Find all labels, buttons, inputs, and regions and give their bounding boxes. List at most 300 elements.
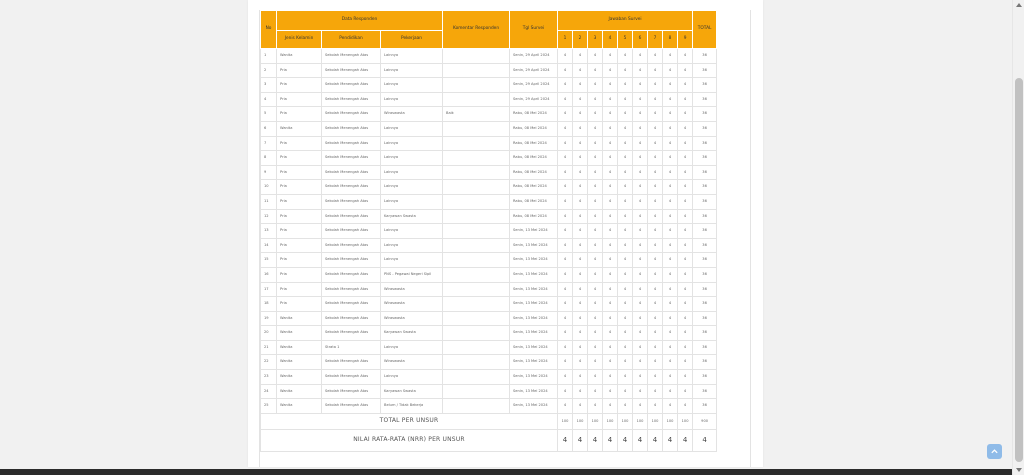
- survey-results-card: [248, 0, 763, 467]
- row-answer: 4: [633, 224, 648, 239]
- row-komentar: [443, 238, 510, 253]
- row-answer: 4: [648, 194, 663, 209]
- nrr-value: 4: [648, 429, 663, 451]
- row-tgl-survei: Senin, 13 Mei 2024: [510, 399, 558, 414]
- header-komentar: Komentar Responden: [443, 11, 510, 49]
- row-answer: 4: [603, 63, 618, 78]
- table-row: [261, 194, 717, 209]
- row-no: 6: [261, 121, 277, 136]
- row-pendidikan: Sekolah Menengah Atas: [322, 267, 381, 282]
- row-answer: 4: [573, 180, 588, 195]
- row-answer: 4: [678, 49, 693, 64]
- row-pendidikan: Sekolah Menengah Atas: [322, 238, 381, 253]
- row-answer: 4: [663, 194, 678, 209]
- row-answer: 4: [663, 253, 678, 268]
- row-answer: 4: [618, 180, 633, 195]
- row-answer: 4: [648, 209, 663, 224]
- table-row: [261, 384, 717, 399]
- scroll-down-arrow-icon[interactable]: [1016, 468, 1022, 472]
- row-answer: 4: [633, 326, 648, 341]
- row-no: 25: [261, 399, 277, 414]
- table-row: [261, 78, 717, 93]
- row-answer: 4: [618, 399, 633, 414]
- row-answer: 4: [633, 78, 648, 93]
- row-answer: 4: [663, 399, 678, 414]
- row-total: 36: [693, 340, 717, 355]
- scrollbar-thumb[interactable]: [1015, 78, 1023, 462]
- row-pekerjaan: Lainnya: [381, 63, 443, 78]
- row-no: 15: [261, 253, 277, 268]
- table-body: [261, 49, 717, 414]
- total-per-unsur-total: 900: [693, 413, 717, 429]
- row-answer: 4: [603, 267, 618, 282]
- row-answer: 4: [678, 253, 693, 268]
- row-pendidikan: Sekolah Menengah Atas: [322, 326, 381, 341]
- row-answer: 4: [663, 355, 678, 370]
- row-jenis-kelamin: Pria: [277, 297, 322, 312]
- row-tgl-survei: Senin, 13 Mei 2024: [510, 224, 558, 239]
- row-pekerjaan: Lainnya: [381, 78, 443, 93]
- row-pendidikan: Sekolah Menengah Atas: [322, 194, 381, 209]
- row-answer: 4: [603, 326, 618, 341]
- row-answer: 4: [648, 355, 663, 370]
- row-answer: 4: [648, 151, 663, 166]
- row-answer: 4: [618, 121, 633, 136]
- row-jenis-kelamin: Pria: [277, 151, 322, 166]
- row-answer: 4: [678, 370, 693, 385]
- row-answer: 4: [663, 136, 678, 151]
- row-answer: 4: [588, 267, 603, 282]
- row-answer: 4: [618, 49, 633, 64]
- row-pekerjaan: Belum / Tidak Bekerja: [381, 399, 443, 414]
- row-jenis-kelamin: Wanita: [277, 121, 322, 136]
- row-jenis-kelamin: Pria: [277, 78, 322, 93]
- nrr-value: 4: [588, 429, 603, 451]
- row-answer: 4: [633, 180, 648, 195]
- table-row: [261, 136, 717, 151]
- row-answer: 4: [573, 282, 588, 297]
- row-answer: 4: [633, 282, 648, 297]
- row-answer: 4: [648, 238, 663, 253]
- row-answer: 4: [663, 297, 678, 312]
- row-answer: 4: [573, 151, 588, 166]
- row-komentar: [443, 399, 510, 414]
- row-no: 22: [261, 355, 277, 370]
- row-answer: 4: [663, 238, 678, 253]
- header-question-2: 2: [573, 31, 588, 49]
- row-answer: 4: [573, 267, 588, 282]
- row-total: 36: [693, 253, 717, 268]
- row-answer: 4: [618, 107, 633, 122]
- row-tgl-survei: Senin, 13 Mei 2024: [510, 297, 558, 312]
- row-answer: 4: [603, 78, 618, 93]
- row-komentar: [443, 340, 510, 355]
- row-answer: 4: [603, 340, 618, 355]
- row-komentar: [443, 63, 510, 78]
- row-answer: 4: [633, 355, 648, 370]
- row-answer: 4: [663, 107, 678, 122]
- row-answer: 4: [678, 180, 693, 195]
- row-answer: 4: [618, 238, 633, 253]
- row-total: 36: [693, 63, 717, 78]
- row-answer: 4: [603, 253, 618, 268]
- header-jenis-kelamin: Jenis Kelamin: [277, 31, 322, 49]
- row-jenis-kelamin: Wanita: [277, 340, 322, 355]
- row-answer: 4: [558, 165, 573, 180]
- table-row: [261, 180, 717, 195]
- row-answer: 4: [678, 165, 693, 180]
- row-no: 18: [261, 297, 277, 312]
- row-answer: 4: [633, 399, 648, 414]
- row-pekerjaan: Wiraswasta: [381, 297, 443, 312]
- row-answer: 4: [603, 370, 618, 385]
- row-answer: 4: [558, 107, 573, 122]
- row-no: 2: [261, 63, 277, 78]
- row-no: 16: [261, 267, 277, 282]
- row-answer: 4: [618, 194, 633, 209]
- row-no: 13: [261, 224, 277, 239]
- table-row: [261, 282, 717, 297]
- row-answer: 4: [573, 340, 588, 355]
- row-answer: 4: [588, 92, 603, 107]
- row-answer: 4: [663, 49, 678, 64]
- row-answer: 4: [618, 165, 633, 180]
- total-per-unsur-value: 100: [633, 413, 648, 429]
- row-total: 36: [693, 238, 717, 253]
- row-answer: 4: [648, 326, 663, 341]
- row-answer: 4: [573, 92, 588, 107]
- row-tgl-survei: Senin, 13 Mei 2024: [510, 253, 558, 268]
- row-answer: 4: [648, 267, 663, 282]
- row-total: 36: [693, 92, 717, 107]
- row-jenis-kelamin: Pria: [277, 194, 322, 209]
- row-answer: 4: [678, 92, 693, 107]
- row-answer: 4: [648, 253, 663, 268]
- page-scrollbar[interactable]: [1012, 0, 1024, 475]
- row-answer: 4: [603, 209, 618, 224]
- row-answer: 4: [603, 282, 618, 297]
- row-answer: 4: [573, 326, 588, 341]
- row-answer: 4: [618, 92, 633, 107]
- row-answer: 4: [678, 311, 693, 326]
- row-answer: 4: [588, 151, 603, 166]
- row-answer: 4: [678, 355, 693, 370]
- header-question-9: 9: [678, 31, 693, 49]
- row-total: 36: [693, 78, 717, 93]
- row-answer: 4: [588, 180, 603, 195]
- table-row: [261, 209, 717, 224]
- row-pendidikan: Sekolah Menengah Atas: [322, 78, 381, 93]
- row-answer: 4: [648, 165, 663, 180]
- row-total: 36: [693, 151, 717, 166]
- row-answer: 4: [633, 121, 648, 136]
- table-row: [261, 355, 717, 370]
- row-answer: 4: [588, 340, 603, 355]
- row-pekerjaan: Lainnya: [381, 194, 443, 209]
- row-answer: 4: [558, 49, 573, 64]
- row-answer: 4: [558, 136, 573, 151]
- total-per-unsur-value: 100: [663, 413, 678, 429]
- row-pekerjaan: Karyawan Swasta: [381, 209, 443, 224]
- row-answer: 4: [633, 297, 648, 312]
- row-answer: 4: [663, 92, 678, 107]
- row-komentar: [443, 136, 510, 151]
- row-pendidikan: Sekolah Menengah Atas: [322, 180, 381, 195]
- row-komentar: [443, 209, 510, 224]
- row-answer: 4: [663, 78, 678, 93]
- row-answer: 4: [588, 282, 603, 297]
- nrr-total: 4: [693, 429, 717, 451]
- row-jenis-kelamin: Wanita: [277, 49, 322, 64]
- header-data-responden: Data Responden: [277, 11, 443, 31]
- row-answer: 4: [633, 107, 648, 122]
- row-answer: 4: [588, 355, 603, 370]
- row-total: 36: [693, 311, 717, 326]
- row-total: 36: [693, 384, 717, 399]
- header-jawaban-survei: Jawaban Survei: [558, 11, 693, 31]
- row-answer: 4: [678, 151, 693, 166]
- row-pekerjaan: Lainnya: [381, 165, 443, 180]
- row-answer: 4: [663, 165, 678, 180]
- row-komentar: [443, 151, 510, 166]
- table-row: [261, 151, 717, 166]
- row-no: 9: [261, 165, 277, 180]
- row-jenis-kelamin: Pria: [277, 92, 322, 107]
- row-total: 36: [693, 194, 717, 209]
- row-komentar: [443, 282, 510, 297]
- bottom-bar: [0, 469, 1012, 475]
- row-answer: 4: [618, 267, 633, 282]
- row-pendidikan: Sekolah Menengah Atas: [322, 399, 381, 414]
- row-jenis-kelamin: Pria: [277, 63, 322, 78]
- row-answer: 4: [678, 384, 693, 399]
- table-row: [261, 63, 717, 78]
- row-pekerjaan: Lainnya: [381, 253, 443, 268]
- row-answer: 4: [603, 224, 618, 239]
- row-answer: 4: [573, 49, 588, 64]
- row-answer: 4: [618, 151, 633, 166]
- row-answer: 4: [648, 180, 663, 195]
- scroll-to-top-button[interactable]: [987, 444, 1002, 459]
- row-answer: 4: [588, 253, 603, 268]
- row-answer: 4: [678, 136, 693, 151]
- row-total: 36: [693, 326, 717, 341]
- row-answer: 4: [558, 311, 573, 326]
- row-pekerjaan: Lainnya: [381, 180, 443, 195]
- row-answer: 4: [558, 297, 573, 312]
- row-answer: 4: [588, 238, 603, 253]
- row-tgl-survei: Senin, 29 April 2024: [510, 49, 558, 64]
- row-komentar: [443, 370, 510, 385]
- row-total: 36: [693, 370, 717, 385]
- row-answer: 4: [603, 355, 618, 370]
- row-answer: 4: [663, 63, 678, 78]
- row-answer: 4: [558, 253, 573, 268]
- table-row: [261, 326, 717, 341]
- row-pekerjaan: Lainnya: [381, 136, 443, 151]
- row-answer: 4: [603, 49, 618, 64]
- row-pekerjaan: Lainnya: [381, 151, 443, 166]
- row-answer: 4: [618, 340, 633, 355]
- row-pendidikan: Sekolah Menengah Atas: [322, 209, 381, 224]
- row-answer: 4: [663, 121, 678, 136]
- row-pendidikan: Sekolah Menengah Atas: [322, 49, 381, 64]
- nrr-value: 4: [663, 429, 678, 451]
- total-per-unsur-label: TOTAL PER UNSUR: [261, 413, 558, 429]
- row-answer: 4: [678, 224, 693, 239]
- row-answer: 4: [618, 209, 633, 224]
- row-answer: 4: [633, 151, 648, 166]
- header-pekerjaan: Pekerjaan: [381, 31, 443, 49]
- row-no: 14: [261, 238, 277, 253]
- row-total: 36: [693, 267, 717, 282]
- row-no: 4: [261, 92, 277, 107]
- row-pekerjaan: Wiraswasta: [381, 355, 443, 370]
- row-answer: 4: [633, 165, 648, 180]
- row-pekerjaan: Wiraswasta: [381, 311, 443, 326]
- row-tgl-survei: Senin, 13 Mei 2024: [510, 340, 558, 355]
- row-jenis-kelamin: Pria: [277, 136, 322, 151]
- row-total: 36: [693, 209, 717, 224]
- row-pekerjaan: Wiraswasta: [381, 282, 443, 297]
- row-no: 24: [261, 384, 277, 399]
- row-answer: 4: [678, 297, 693, 312]
- row-no: 1: [261, 49, 277, 64]
- row-answer: 4: [603, 180, 618, 195]
- total-per-unsur-value: 100: [648, 413, 663, 429]
- row-answer: 4: [648, 297, 663, 312]
- row-tgl-survei: Senin, 13 Mei 2024: [510, 355, 558, 370]
- row-total: 36: [693, 355, 717, 370]
- table-foot: [261, 413, 717, 451]
- row-jenis-kelamin: Wanita: [277, 384, 322, 399]
- row-tgl-survei: Senin, 13 Mei 2024: [510, 311, 558, 326]
- row-answer: 4: [648, 121, 663, 136]
- row-answer: 4: [648, 370, 663, 385]
- header-question-4: 4: [603, 31, 618, 49]
- row-no: 20: [261, 326, 277, 341]
- row-answer: 4: [678, 121, 693, 136]
- row-tgl-survei: Rabu, 08 Mei 2024: [510, 180, 558, 195]
- row-answer: 4: [678, 107, 693, 122]
- row-answer: 4: [618, 253, 633, 268]
- table-row: [261, 267, 717, 282]
- row-jenis-kelamin: Pria: [277, 209, 322, 224]
- row-answer: 4: [573, 165, 588, 180]
- table-row: [261, 399, 717, 414]
- row-answer: 4: [558, 92, 573, 107]
- row-tgl-survei: Senin, 29 April 2024: [510, 63, 558, 78]
- header-question-3: 3: [588, 31, 603, 49]
- row-answer: 4: [558, 370, 573, 385]
- row-answer: 4: [648, 92, 663, 107]
- row-no: 10: [261, 180, 277, 195]
- row-tgl-survei: Rabu, 08 Mei 2024: [510, 151, 558, 166]
- row-komentar: [443, 49, 510, 64]
- row-komentar: [443, 384, 510, 399]
- header-total: TOTAL: [693, 11, 717, 49]
- row-tgl-survei: Rabu, 08 Mei 2024: [510, 136, 558, 151]
- row-answer: 4: [603, 165, 618, 180]
- row-tgl-survei: Senin, 29 April 2024: [510, 78, 558, 93]
- row-answer: 4: [588, 121, 603, 136]
- nrr-value: 4: [558, 429, 573, 451]
- row-jenis-kelamin: Pria: [277, 165, 322, 180]
- row-komentar: [443, 194, 510, 209]
- row-komentar: Baik: [443, 107, 510, 122]
- table-row: [261, 49, 717, 64]
- nrr-value: 4: [678, 429, 693, 451]
- total-per-unsur-value: 100: [558, 413, 573, 429]
- row-answer: 4: [663, 326, 678, 341]
- row-pendidikan: Sekolah Menengah Atas: [322, 370, 381, 385]
- row-answer: 4: [558, 151, 573, 166]
- row-answer: 4: [648, 78, 663, 93]
- table-row: [261, 121, 717, 136]
- row-no: 7: [261, 136, 277, 151]
- row-answer: 4: [603, 238, 618, 253]
- row-jenis-kelamin: Pria: [277, 238, 322, 253]
- row-answer: 4: [633, 92, 648, 107]
- row-answer: 4: [648, 63, 663, 78]
- row-answer: 4: [573, 297, 588, 312]
- row-answer: 4: [633, 63, 648, 78]
- row-answer: 4: [558, 180, 573, 195]
- row-pendidikan: Sekolah Menengah Atas: [322, 136, 381, 151]
- row-pendidikan: Sekolah Menengah Atas: [322, 253, 381, 268]
- row-answer: 4: [558, 209, 573, 224]
- row-pendidikan: Sekolah Menengah Atas: [322, 63, 381, 78]
- row-answer: 4: [678, 209, 693, 224]
- row-pekerjaan: Lainnya: [381, 121, 443, 136]
- row-answer: 4: [588, 224, 603, 239]
- total-per-unsur-value: 100: [603, 413, 618, 429]
- row-answer: 4: [588, 194, 603, 209]
- total-per-unsur-value: 100: [618, 413, 633, 429]
- row-answer: 4: [573, 224, 588, 239]
- table-head: [261, 11, 717, 49]
- scroll-up-arrow-icon[interactable]: [1016, 3, 1022, 7]
- table-row: [261, 311, 717, 326]
- row-pendidikan: Sekolah Menengah Atas: [322, 297, 381, 312]
- row-answer: 4: [603, 92, 618, 107]
- row-answer: 4: [633, 136, 648, 151]
- row-answer: 4: [558, 224, 573, 239]
- row-answer: 4: [618, 311, 633, 326]
- row-tgl-survei: Senin, 13 Mei 2024: [510, 282, 558, 297]
- row-answer: 4: [573, 238, 588, 253]
- header-question-8: 8: [663, 31, 678, 49]
- row-answer: 4: [588, 209, 603, 224]
- row-answer: 4: [558, 63, 573, 78]
- row-answer: 4: [603, 151, 618, 166]
- header-pendidikan: Pendidikan: [322, 31, 381, 49]
- row-answer: 4: [588, 297, 603, 312]
- row-answer: 4: [573, 78, 588, 93]
- row-total: 36: [693, 180, 717, 195]
- row-total: 36: [693, 224, 717, 239]
- row-answer: 4: [633, 194, 648, 209]
- header-question-5: 5: [618, 31, 633, 49]
- row-total: 36: [693, 399, 717, 414]
- row-tgl-survei: Rabu, 08 Mei 2024: [510, 209, 558, 224]
- nrr-value: 4: [618, 429, 633, 451]
- row-answer: 4: [678, 399, 693, 414]
- row-answer: 4: [633, 238, 648, 253]
- header-question-6: 6: [633, 31, 648, 49]
- row-jenis-kelamin: Pria: [277, 282, 322, 297]
- row-answer: 4: [633, 311, 648, 326]
